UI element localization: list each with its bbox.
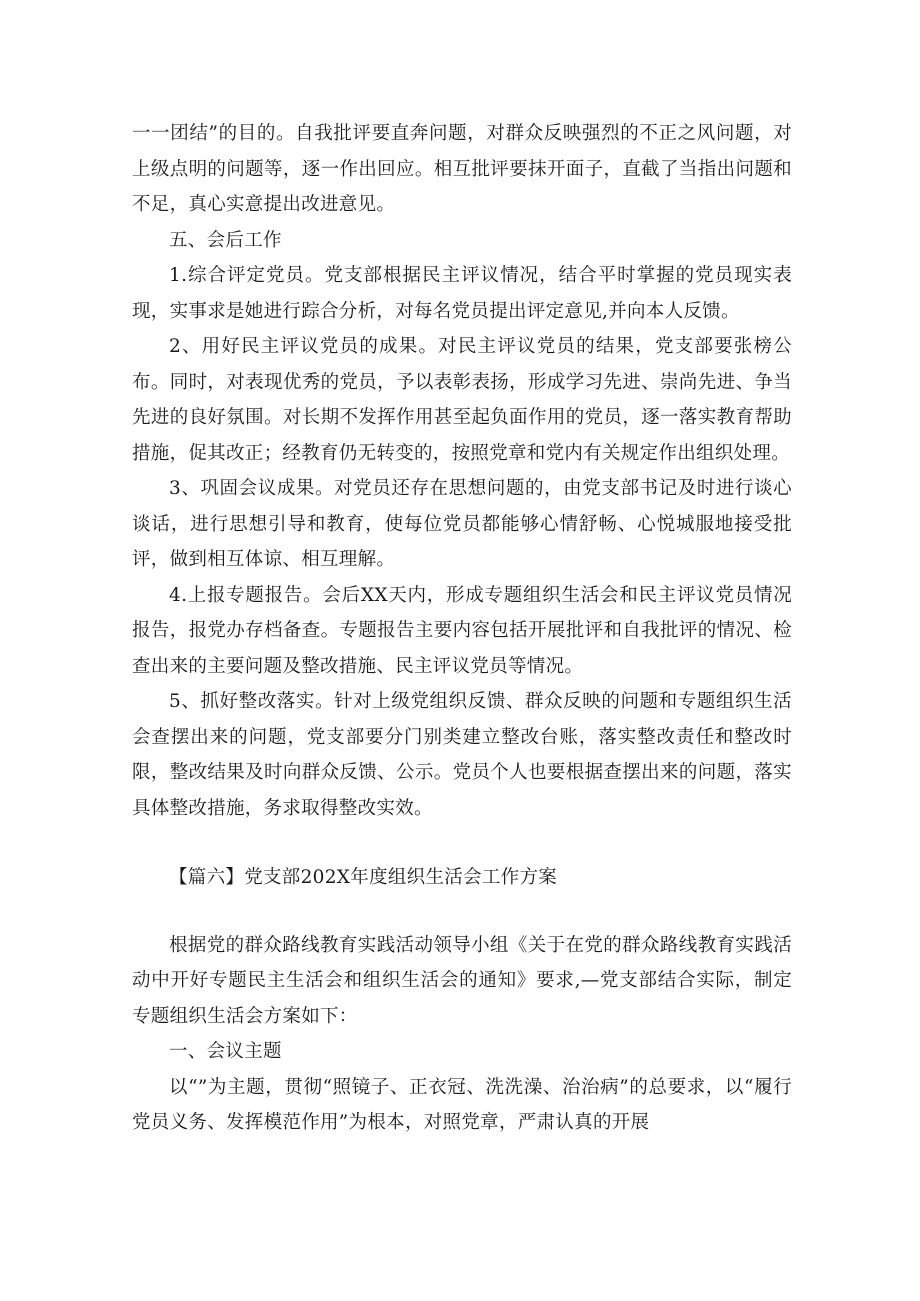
item-4-paragraph: 4.上报专题报告。会后XX天内，形成专题组织生活会和民主评议党员情况报告，报党办存档备查。专题报告主要内容包括开展批评和自我批评的情况、检查出来的主要问题及整改措施、民主评议党员等情况。 xyxy=(132,584,792,677)
item-3-paragraph: 3、巩固会议成果。对党员还存在思想问题的，由党支部书记及时进行谈心谈话，进行思想引导和教育，使每位党员都能够心情舒畅、心悦城服地接受批评，做到相互体谅、相互理解。 xyxy=(132,478,792,570)
section-five-heading: 五、会后工作 xyxy=(169,229,282,251)
document-body xyxy=(132,116,792,1141)
section-one-heading: 一、会议主题 xyxy=(169,1041,282,1062)
item-5-paragraph: 5、抓好整改落实。针对上级党组织反馈、群众反映的问题和专题组织生活会查摆出来的问题，党支部要分门别类建立整改台账，落实整改责任和整改时限，整改结果及时向群众反馈、公示。党员个人也要根据查摆出来的问题，落实具体整改措施，务求取得整改实效。 xyxy=(132,691,792,819)
continuation-paragraph: 一一团结”的目的。自我批评要直奔问题，对群众反映强烈的不正之风问题，对上级点明的问题等，逐一作出回应。相互批评要抹开面子，直截了当指出问题和不足，真心实意提出改进意见。 xyxy=(132,123,792,215)
item-1-paragraph: 1.综合评定党员。党支部根据民主评议情况，结合平时掌握的党员现实表现，实事求是她进行踪合分析，对每名党员提出评定意见,并向本人反馈。 xyxy=(132,265,792,322)
intro-paragraph: 根据党的群众路线教育实践活动领导小组《关于在党的群众路线教育实践活动中开好专题民主生活会和组织生活会的通知》要求,—党支部结合实际，制定专题组织生活会方案如下： xyxy=(132,934,792,1027)
item-2-paragraph: 2、用好民主评议党员的成果。对民主评议党员的结果，党支部要张榜公布。同时，对表现优秀的党员，予以表彰表扬，形成学习先进、崇尚先进、争当先进的良好氛围。对长期不发挥作用甚至起负面作用的党员，逐一落实教育帮助措施，促其改正；经教育仍无转变的，按照党章和党内有关规定作出组织处理。 xyxy=(132,336,792,464)
spacer xyxy=(132,896,792,928)
theme-paragraph: 以“”为主题，贯彻“照镜子、正衣冠、洗洗澡、治治病”的总要求，以“履行党员义务、发挥模范作用”为根本，对照党章，严肃认真的开展 xyxy=(132,1076,792,1133)
section-six-title: 【篇六】党支部202X年度组织生活会工作方案 xyxy=(169,867,558,888)
spacer xyxy=(132,826,792,860)
